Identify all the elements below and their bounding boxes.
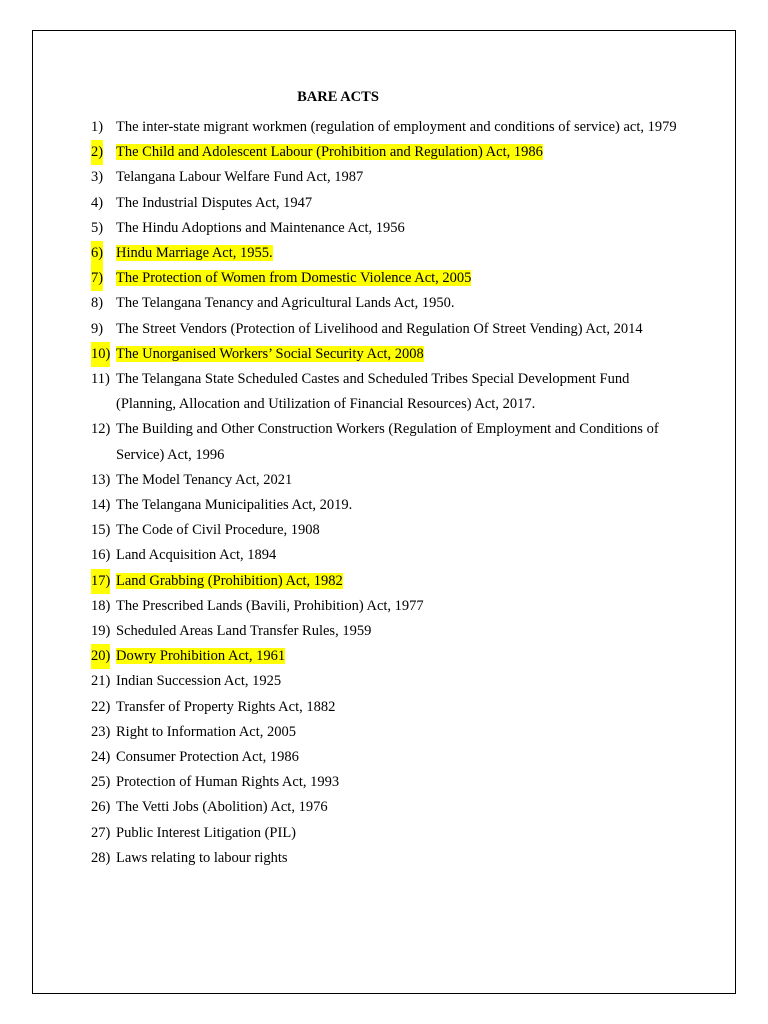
list-item xyxy=(91,468,691,493)
list-item-text: The Industrial Disputes Act, 1947 xyxy=(116,194,313,211)
list-item xyxy=(91,695,691,720)
list-item-text: The Prescribed Lands (Bavili, Prohibition) Act, 1977 xyxy=(116,597,424,614)
list-item-number: 3) xyxy=(91,169,104,186)
list-item xyxy=(91,846,691,871)
list-item-text: The Telangana Tenancy and Agricultural Lands Act, 1950. xyxy=(116,295,455,312)
list-item-number: 20) xyxy=(91,644,110,669)
list-item-number: 25) xyxy=(91,774,111,791)
list-item-text: Transfer of Property Rights Act, 1882 xyxy=(116,698,336,715)
list-item-number: 15) xyxy=(91,522,111,539)
list-item-text: The inter-state migrant workmen (regulation of employment and conditions of service) act, 1979 xyxy=(116,119,677,135)
list-item xyxy=(91,669,691,694)
list-item-text: Land Grabbing (Prohibition) Act, 1982 xyxy=(116,572,343,589)
list-item xyxy=(91,569,691,594)
list-item xyxy=(91,770,691,795)
list-item-number: 8) xyxy=(91,295,104,312)
list-item-text: The Hindu Adoptions and Maintenance Act, 1956 xyxy=(116,219,405,236)
list-item-text: The Model Tenancy Act, 2021 xyxy=(116,471,293,488)
list-item xyxy=(91,745,691,770)
list-item-number: 9) xyxy=(91,320,104,337)
list-item-number: 24) xyxy=(91,749,111,766)
list-item xyxy=(91,644,691,669)
list-item-text: The Code of Civil Procedure, 1908 xyxy=(116,522,320,539)
list-item-number: 7) xyxy=(91,266,103,291)
list-item-text: Right to Information Act, 2005 xyxy=(116,723,297,740)
list-item-text: Hindu Marriage Act, 1955. xyxy=(116,245,273,262)
list-item-number: 23) xyxy=(91,723,111,740)
list-item xyxy=(91,543,691,568)
list-item-number: 5) xyxy=(91,219,104,236)
list-item-text: The Telangana Municipalities Act, 2019. xyxy=(116,497,353,514)
list-item-number: 28) xyxy=(91,849,111,866)
document-title: BARE ACTS xyxy=(297,89,379,105)
list-item-number: 16) xyxy=(91,547,111,564)
list-item-text: Indian Succession Act, 1925 xyxy=(116,673,282,690)
list-item-number: 11) xyxy=(91,371,110,388)
list-item xyxy=(91,165,691,190)
list-item-text: Telangana Labour Welfare Fund Act, 1987 xyxy=(116,169,364,186)
list-item-number: 21) xyxy=(91,673,111,690)
list-item-number: 27) xyxy=(91,824,111,841)
list-item xyxy=(91,266,691,291)
list-item-number: 26) xyxy=(91,799,111,816)
list-item-text: Consumer Protection Act, 1986 xyxy=(116,749,299,766)
list-item xyxy=(91,115,691,140)
list-item-number: 19) xyxy=(91,623,111,640)
list-item-number: 17) xyxy=(91,569,110,594)
list-item-number: 14) xyxy=(91,497,111,514)
acts-list xyxy=(91,115,691,871)
list-item xyxy=(91,140,691,165)
list-item-text: The Vetti Jobs (Abolition) Act, 1976 xyxy=(116,799,328,816)
list-item xyxy=(91,720,691,745)
list-item xyxy=(91,291,691,316)
list-item-text: Land Acquisition Act, 1894 xyxy=(116,547,277,564)
list-item-number: 12) xyxy=(91,421,111,438)
list-item-text: The Street Vendors (Protection of Livelihood and Regulation Of Street Vending) Act, 2014 xyxy=(116,320,643,337)
list-item xyxy=(91,191,691,216)
list-item-text: Laws relating to labour rights xyxy=(116,849,288,866)
list-item-number: 13) xyxy=(91,471,111,488)
list-item xyxy=(91,619,691,644)
list-item-text: Protection of Human Rights Act, 1993 xyxy=(116,774,340,791)
list-item xyxy=(91,821,691,846)
list-item xyxy=(91,342,691,367)
list-item-number: 2) xyxy=(91,140,103,165)
list-item-number: 6) xyxy=(91,241,103,266)
list-item-text: The Building and Other Construction Workers (Regulation of Employment and Conditions of Service) Act, 1996 xyxy=(116,421,659,463)
list-item-text: The Telangana State Scheduled Castes and Scheduled Tribes Special Development Fund (Planning, Allocation and Utilization of Financial Resources) Act, 2017. xyxy=(116,371,630,413)
list-item-text: Scheduled Areas Land Transfer Rules, 1959 xyxy=(116,623,372,640)
list-item-number: 18) xyxy=(91,597,111,614)
list-item xyxy=(91,241,691,266)
list-item-text: The Unorganised Workers’ Social Security Act, 2008 xyxy=(116,345,424,362)
list-item-text: The Child and Adolescent Labour (Prohibition and Regulation) Act, 1986 xyxy=(116,144,543,161)
list-item-text: Dowry Prohibition Act, 1961 xyxy=(116,648,286,665)
list-item-number: 22) xyxy=(91,698,111,715)
list-item xyxy=(91,367,691,417)
list-item xyxy=(91,493,691,518)
list-item xyxy=(91,216,691,241)
list-item-number: 4) xyxy=(91,194,104,211)
list-item-number: 10) xyxy=(91,342,110,367)
list-item-text: The Protection of Women from Domestic Violence Act, 2005 xyxy=(116,270,472,287)
list-item-number: 1) xyxy=(91,119,104,135)
list-item xyxy=(91,795,691,820)
list-item xyxy=(91,518,691,543)
list-item xyxy=(91,417,691,467)
list-item xyxy=(91,594,691,619)
list-item xyxy=(91,317,691,342)
list-item-text: Public Interest Litigation (PIL) xyxy=(116,824,297,841)
